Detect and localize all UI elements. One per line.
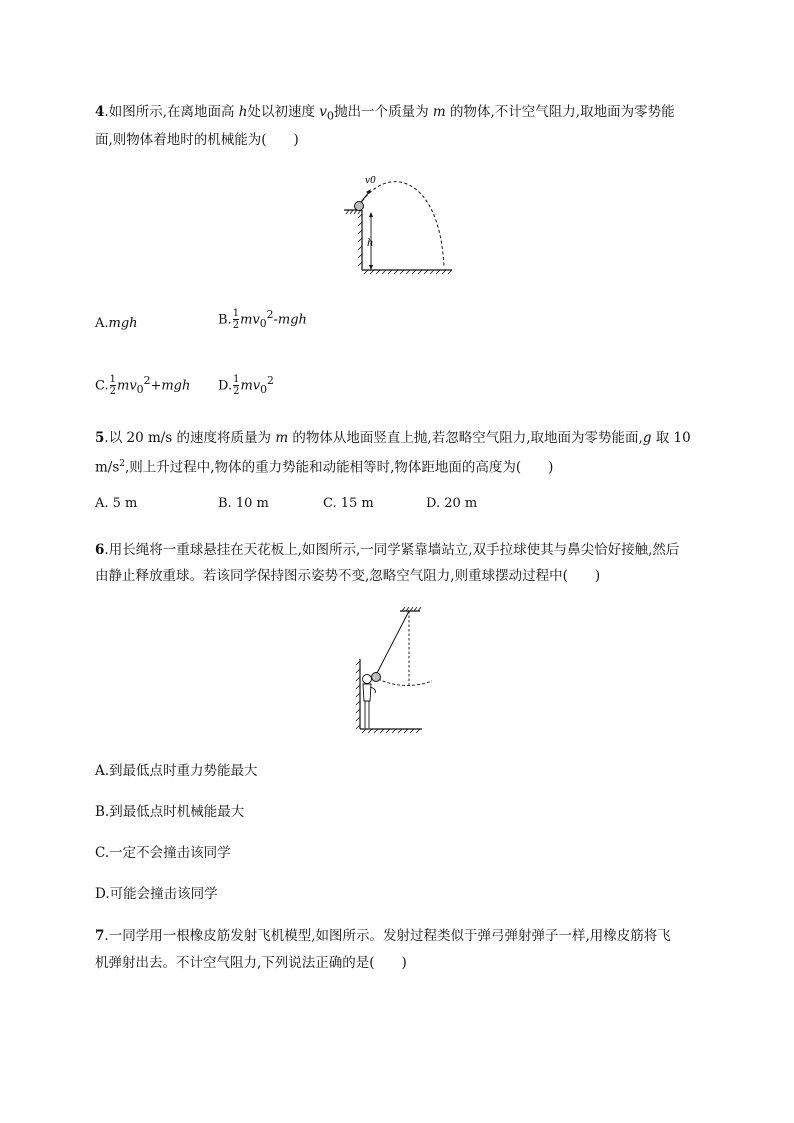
ball [355,202,364,211]
rope [376,611,409,675]
q6-pendulum-figure [350,603,440,735]
q6-number: 6 [95,542,105,558]
q4-option-d: D. $\frac{1}{2}$ $mv_0^2$ [218,374,274,398]
q5-option-a: A. 5 m [95,496,138,511]
q7-line1: 7.一同学用一根橡皮筋发射飞机模型,如图所示。发射过程类似于弹弓弹射弹子一样,用橡皮筋将飞 [95,928,671,944]
q4-option-a: A.mgh [95,316,138,331]
q5-number: 5 [95,430,105,446]
q6-option-c: C.一定不会撞击该同学 [95,845,231,861]
swing-arc [378,679,432,686]
q5-option-c: C. 15 m [323,496,374,511]
q6-line1: 6.用长绳将一重球悬挂在天花板上,如图所示,一同学紧靠墙站立,双手拉球使其与鼻尖恰好接触,然后 [95,542,680,558]
q4-projectile-figure [340,168,460,276]
q5-line2: $m/s^2$,则上升过程中,物体的重力势能和动能相等时,物体距地面的高度为( ) [95,459,554,476]
q4-number: 4 [95,104,105,120]
q6-option-b: B.到最低点时机械能最大 [95,804,245,820]
q6-option-a: A.到最低点时重力势能最大 [95,763,258,779]
q7-line2: 机弹射出去。不计空气阻力,下列说法正确的是( ) [95,955,407,971]
label-h: h [367,238,374,249]
student-figure [363,675,376,729]
ball [372,673,381,682]
q5-option-b: B. 10 m [218,496,269,511]
trajectory-curve [359,182,444,268]
q4-option-c: C. $\frac{1}{2}$ $mv_0^2+mgh$ [95,374,191,398]
q7-number: 7 [95,928,105,944]
label-v0: v0 [365,176,376,186]
q6-option-d: D.可能会撞击该同学 [95,886,218,902]
q4-line1: 4.如图所示,在离地面高 h处以初速度 $v_0$抛出一个质量为 m 的物体,不计空气阻力,取地面为零势能 [95,104,675,123]
q5-line1: 5.以 20 m/s 的速度将质量为 m 的物体从地面竖直上抛,若忽略空气阻力,取地面为零势能面,g 取 10 [95,430,691,446]
q6-line2: 由静止释放重球。若该同学保持图示姿势不变,忽略空气阻力,则重球摆动过程中( ) [95,568,601,584]
q4-line2: 面,则物体着地时的机械能为( ) [95,132,299,148]
q4-option-b: B. $\frac{1}{2}$ $mv_0^2$-mgh [218,308,307,332]
q5-option-d: D. 20 m [426,496,478,511]
